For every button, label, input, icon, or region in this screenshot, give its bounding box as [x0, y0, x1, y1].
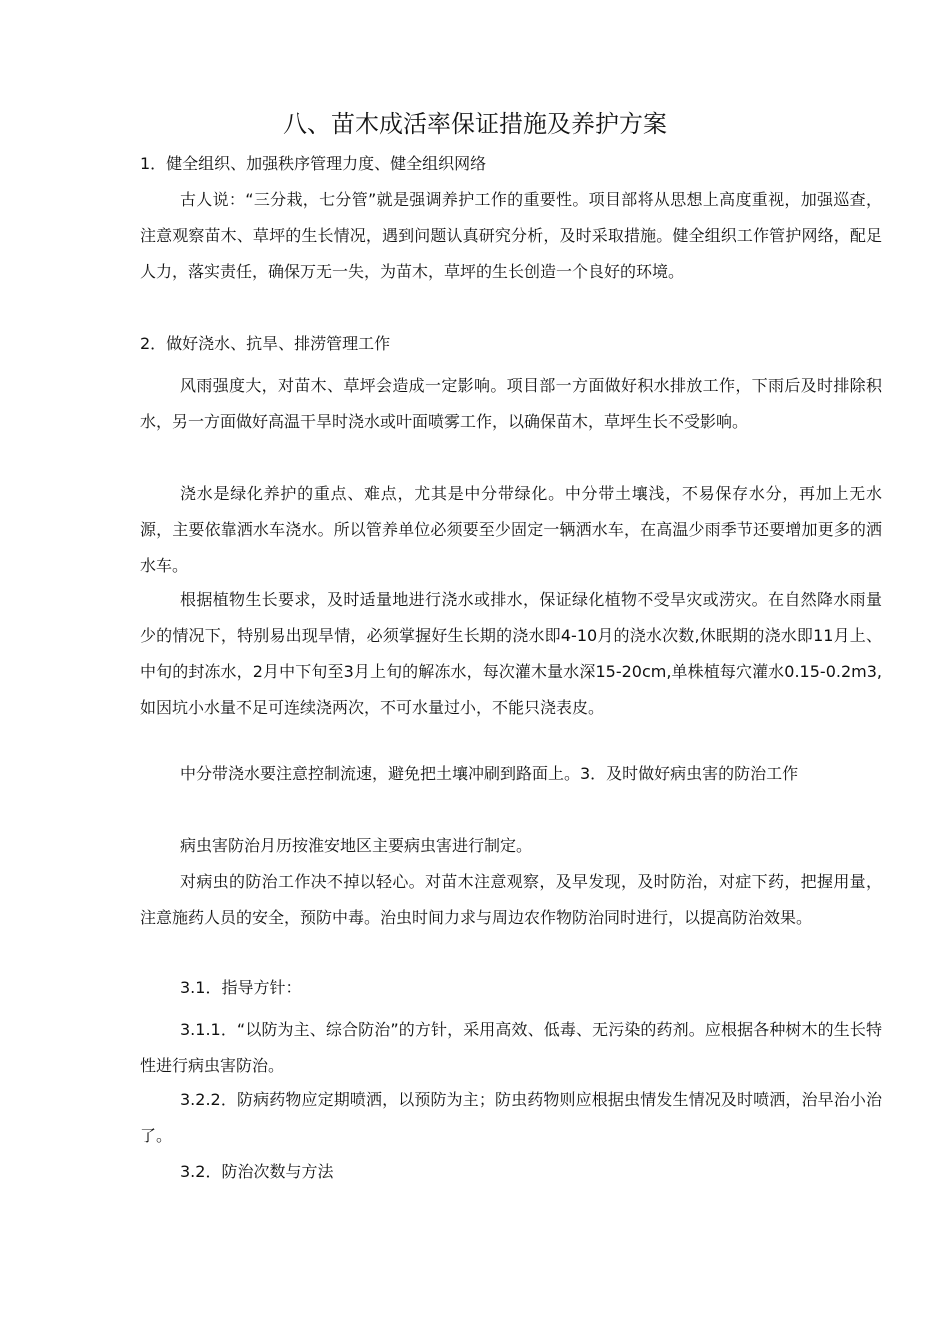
- paragraph: 3.2.2．防病药物应定期喷洒，以预防为主；防虫药物则应根据虫情发生情况及时喷洒，治早治小治了。: [140, 1090, 882, 1145]
- paragraph: 对病虫的防治工作决不掉以轻心。对苗木注意观察，及早发现，及时防治，对症下药，把握用量，注意施药人员的安全，预防中毒。治虫时间力求与周边农作物防治同时进行，以提高防治效果。: [140, 872, 882, 927]
- paragraph: 中分带浇水要注意控制流速，避免把土壤冲刷到路面上。3．及时做好病虫害的防治工作: [180, 764, 799, 783]
- section-heading-2: 2．做好浇水、抗旱、排涝管理工作: [140, 334, 391, 353]
- section-heading-1: 1．健全组织、加强秩序管理力度、健全组织网络: [140, 154, 487, 173]
- subsection-heading: 3.2．防治次数与方法: [180, 1162, 334, 1181]
- paragraph: 3.1.1．“以防为主、综合防治”的方针，采用高效、低毒、无污染的药剂。应根据各种树木的生长特性进行病虫害防治。: [140, 1020, 882, 1075]
- paragraph: 根据植物生长要求，及时适量地进行浇水或排水，保证绿化植物不受旱灾或涝灾。在自然降水雨量少的情况下，特别易出现旱情，必须掌握好生长期的浇水即4-10月的浇水次数,休眠期的浇水即11月上、中旬的封冻水，2月中下旬至3月上旬的解冻水，每次灌木量水深15-20cm,单株植每穴灌水0.15-0.2m3,如因坑小水量不足可连续浇两次，不可水量过小，不能只浇表皮。: [140, 590, 882, 717]
- paragraph: 病虫害防治月历按淮安地区主要病虫害进行制定。: [180, 836, 533, 855]
- subsection-heading: 3.1．指导方针：: [180, 978, 302, 997]
- document-title: 八、苗木成活率保证措施及养护方案: [283, 110, 667, 138]
- paragraph: 风雨强度大，对苗木、草坪会造成一定影响。项目部一方面做好积水排放工作，下雨后及时排除积水，另一方面做好高温干旱时浇水或叶面喷雾工作，以确保苗木，草坪生长不受影响。: [140, 376, 882, 431]
- paragraph: 古人说：“三分栽，七分管”就是强调养护工作的重要性。项目部将从思想上高度重视，加强巡查，注意观察苗木、草坪的生长情况，遇到问题认真研究分析，及时采取措施。健全组织工作管护网络，配足人力，落实责任，确保万无一失，为苗木，草坪的生长创造一个良好的环境。: [140, 190, 882, 281]
- paragraph: 浇水是绿化养护的重点、难点，尤其是中分带绿化。中分带土壤浅，不易保存水分，再加上无水源，主要依靠洒水车浇水。所以管养单位必须要至少固定一辆洒水车，在高温少雨季节还要增加更多的洒水车。: [140, 484, 882, 575]
